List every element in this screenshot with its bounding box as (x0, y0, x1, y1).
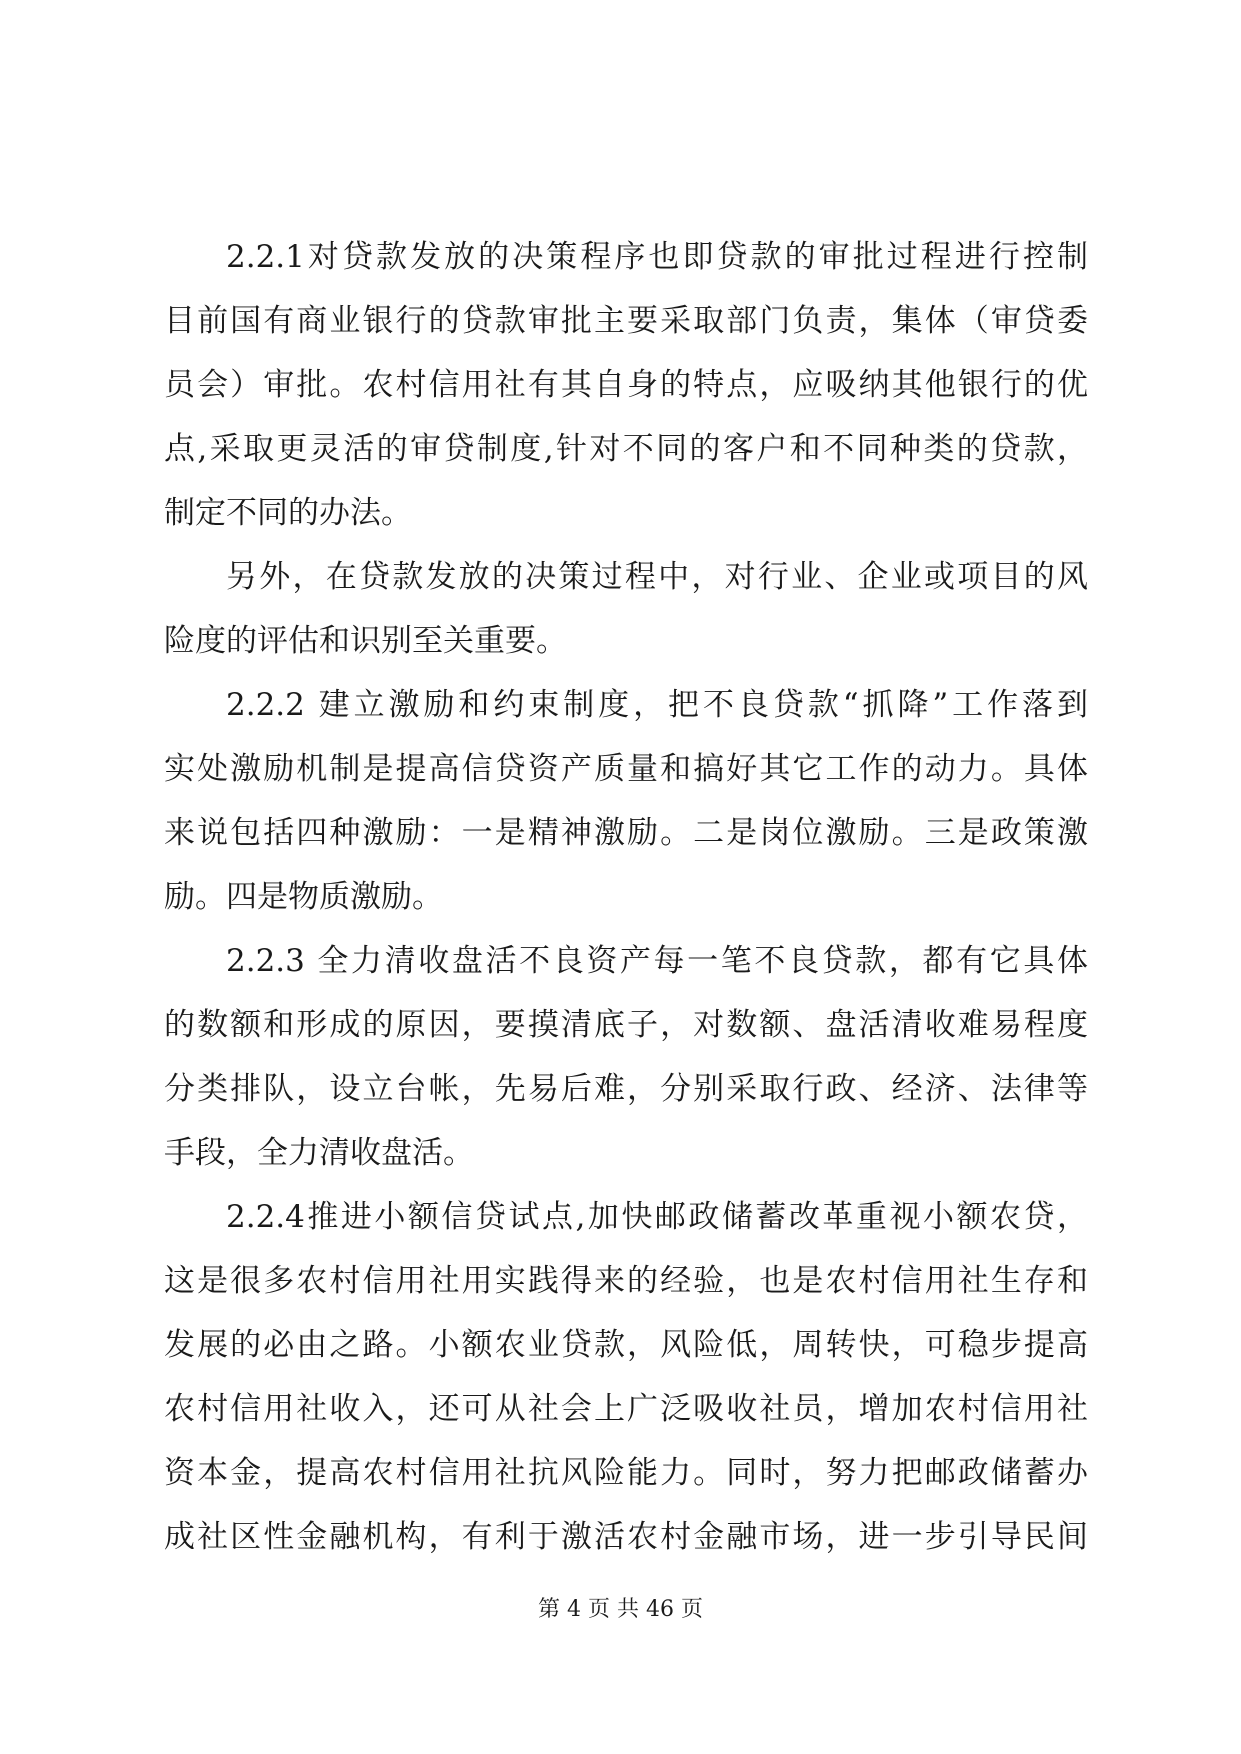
paragraph-line: 目前国有商业银行的贷款审批主要采取部门负责，集体（审贷委 (164, 303, 1088, 339)
paragraph-line: 这是很多农村信用社用实践得来的经验，也是农村信用社生存和 (164, 1263, 1088, 1299)
paragraph-line: 险度的评估和识别至关重要。 (164, 623, 567, 659)
page-number: 第 4 页 共 46 页 (538, 1597, 703, 1622)
paragraph-line: 励。四是物质激励。 (164, 879, 443, 915)
paragraph-line: 资本金，提高农村信用社抗风险能力。同时，努力把邮政储蓄办 (164, 1455, 1088, 1491)
paragraph-line: 分类排队，设立台帐，先易后难，分别采取行政、经济、法律等 (164, 1071, 1088, 1107)
paragraph-line: 来说包括四种激励：一是精神激励。二是岗位激励。三是政策激 (164, 815, 1088, 851)
paragraph-line: 员会）审批。农村信用社有其自身的特点，应吸纳其他银行的优 (164, 367, 1088, 403)
paragraph-line: 实处激励机制是提高信贷资产质量和搞好其它工作的动力。具体 (164, 751, 1088, 787)
paragraph-line: 成社区性金融机构，有利于激活农村金融市场，进一步引导民间 (164, 1519, 1088, 1555)
paragraph-line: 2.2.4推进小额信贷试点,加快邮政储蓄改革重视小额农贷， (226, 1199, 1088, 1235)
paragraph-line: 农村信用社收入，还可从社会上广泛吸收社员，增加农村信用社 (164, 1391, 1088, 1427)
paragraph-line: 发展的必由之路。小额农业贷款，风险低，周转快，可稳步提高 (164, 1327, 1088, 1363)
paragraph-line: 2.2.3 全力清收盘活不良资产每一笔不良贷款，都有它具体 (226, 943, 1088, 979)
paragraph-line: 手段，全力清收盘活。 (164, 1135, 474, 1171)
paragraph-line: 2.2.2 建立激励和约束制度，把不良贷款“抓降”工作落到 (226, 687, 1088, 723)
paragraph-line: 点,采取更灵活的审贷制度,针对不同的客户和不同种类的贷款， (164, 431, 1088, 467)
paragraph-line: 另外，在贷款发放的决策过程中，对行业、企业或项目的风 (226, 559, 1088, 595)
paragraph-line: 2.2.1对贷款发放的决策程序也即贷款的审批过程进行控制 (226, 239, 1088, 275)
paragraph-line: 的数额和形成的原因，要摸清底子，对数额、盘活清收难易程度 (164, 1007, 1088, 1043)
paragraph-line: 制定不同的办法。 (164, 495, 412, 531)
document-body (164, 225, 1088, 1569)
